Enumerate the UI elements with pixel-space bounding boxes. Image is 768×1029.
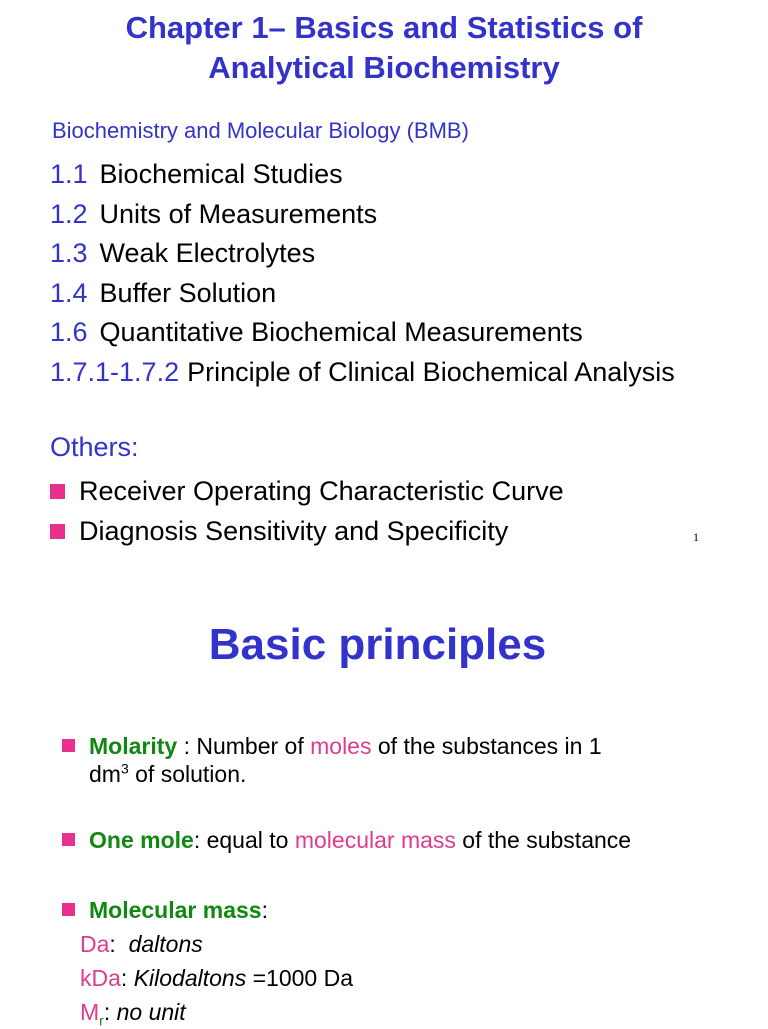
unit-dm: dm	[89, 761, 121, 787]
bullet-molarity	[62, 732, 602, 788]
others-item	[50, 512, 564, 552]
highlight-moles: moles	[310, 733, 372, 759]
unit-mr-subscript: r	[99, 1012, 104, 1029]
separator: :	[109, 931, 129, 957]
highlight-molecular-mass: molecular mass	[294, 827, 456, 853]
chapter-title-line1: Chapter 1– Basics and Statistics of	[125, 10, 643, 45]
molarity-text-cont: of the substances in 1	[371, 733, 602, 759]
section-number: 1.3	[50, 238, 88, 268]
square-bullet-icon	[62, 833, 75, 846]
square-bullet-icon	[62, 739, 75, 752]
section-title: Weak Electrolytes	[99, 238, 316, 268]
molarity-line2	[62, 760, 602, 788]
bullet-one-mole	[62, 826, 631, 854]
one-mole-text: : equal to	[193, 827, 295, 853]
unit-da: Da	[80, 931, 110, 957]
square-bullet-icon	[62, 903, 75, 916]
section-title: Units of Measurements	[99, 198, 378, 229]
section-title: Principle of Clinical Biochemical Analysis	[187, 356, 675, 387]
unit-mr-desc: no unit	[116, 999, 186, 1025]
section-item	[50, 234, 675, 274]
section-title: Buffer Solution	[99, 277, 277, 308]
unit-mr: M	[80, 999, 100, 1025]
others-item	[50, 472, 564, 512]
square-bullet-icon	[50, 524, 65, 539]
separator: :	[120, 965, 134, 991]
section-title: Quantitative Biochemical Measurements	[99, 317, 583, 347]
page-number: 1	[693, 530, 699, 544]
one-mole-text-cont: of the substance	[455, 827, 632, 853]
course-subtitle: Biochemistry and Molecular Biology (BMB)	[52, 118, 469, 143]
bullet-molecular-mass	[62, 893, 353, 1029]
others-heading: Others:	[50, 432, 139, 462]
unit-kda-equivalence: =1000 Da	[246, 965, 353, 991]
section-item	[50, 155, 675, 195]
section-title: Biochemical Studies	[99, 159, 343, 189]
square-bullet-icon	[50, 484, 65, 499]
slide-title: Basic principles	[208, 620, 547, 669]
term-molarity: Molarity	[89, 733, 178, 759]
molarity-text: : Number of	[177, 733, 311, 759]
section-number: 1.2	[50, 198, 88, 229]
unit-da-line	[62, 927, 353, 961]
section-number: 1.1	[50, 159, 88, 189]
unit-kda-line	[62, 961, 353, 995]
others-item-text: Diagnosis Sensitivity and Specificity	[79, 515, 509, 546]
chapter-title	[0, 8, 768, 88]
term-one-mole: One mole	[89, 827, 194, 853]
unit-kda-desc: Kilodaltons	[133, 965, 247, 991]
section-number: 1.6	[50, 317, 88, 347]
chapter-title-line2: Analytical Biochemistry	[208, 50, 560, 85]
section-item	[50, 313, 675, 353]
slide-basic-principles	[0, 580, 768, 1029]
colon: :	[261, 897, 268, 923]
unit-kda: kDa	[80, 965, 121, 991]
molarity-line2-text: of solution.	[128, 761, 247, 787]
section-number: 1.7.1-1.7.2	[50, 356, 180, 387]
separator: :	[103, 999, 117, 1025]
term-molecular-mass: Molecular mass	[89, 897, 262, 923]
section-item	[50, 195, 675, 235]
section-item	[50, 274, 675, 314]
unit-da-desc: daltons	[128, 931, 203, 957]
others-list	[50, 472, 564, 551]
section-list	[50, 155, 675, 392]
section-item	[50, 353, 675, 393]
unit-exponent: 3	[120, 760, 129, 777]
section-number: 1.4	[50, 277, 88, 308]
others-item-text: Receiver Operating Characteristic Curve	[79, 476, 564, 506]
